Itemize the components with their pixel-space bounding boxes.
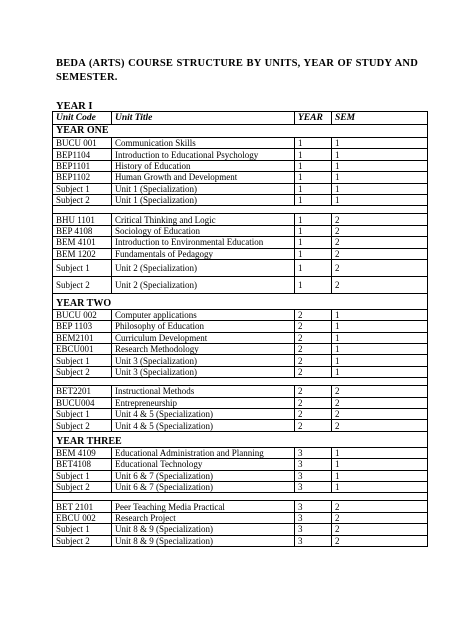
sem-cell: 2 bbox=[332, 524, 428, 535]
sem-cell: 2 bbox=[332, 276, 428, 293]
table-row bbox=[53, 225, 428, 236]
year-cell: 1 bbox=[295, 225, 332, 236]
sem-cell: 2 bbox=[332, 535, 428, 546]
unit-code-cell: BHU 1101 bbox=[53, 214, 112, 225]
section-row bbox=[53, 125, 428, 138]
unit-code-cell: BUCU004 bbox=[53, 397, 112, 408]
unit-title-cell: Unit 1 (Specialization) bbox=[112, 194, 295, 205]
header-unit-title: Unit Title bbox=[112, 112, 295, 125]
course-table-body bbox=[53, 112, 428, 547]
year-cell: 3 bbox=[295, 470, 332, 481]
table-row bbox=[53, 386, 428, 397]
unit-code-cell: Subject 2 bbox=[53, 481, 112, 492]
table-row bbox=[53, 160, 428, 171]
unit-title-cell: Introduction to Educational Psychology bbox=[112, 149, 295, 160]
sem-cell: 1 bbox=[332, 470, 428, 481]
spacer-cell bbox=[53, 378, 428, 386]
unit-title-cell: Unit 8 & 9 (Specialization) bbox=[112, 535, 295, 546]
year-cell: 1 bbox=[295, 138, 332, 149]
unit-title-cell: Communication Skills bbox=[112, 138, 295, 149]
sem-cell: 1 bbox=[332, 194, 428, 205]
unit-code-cell: Subject 2 bbox=[53, 194, 112, 205]
document-title: BEDA (ARTS) COURSE STRUCTURE BY UNITS, YEAR OF STUDY AND SEMESTER. bbox=[56, 58, 418, 83]
year-label: YEAR I bbox=[56, 101, 93, 112]
table-row bbox=[53, 309, 428, 320]
unit-code-cell: BEP1102 bbox=[53, 172, 112, 183]
year-cell: 2 bbox=[295, 355, 332, 366]
sem-cell: 1 bbox=[332, 172, 428, 183]
sem-cell: 2 bbox=[332, 259, 428, 276]
unit-code-cell: BEM 1202 bbox=[53, 248, 112, 259]
unit-title-cell: Unit 4 & 5 (Specialization) bbox=[112, 420, 295, 431]
section-row bbox=[53, 293, 428, 309]
unit-title-cell: Fundamentals of Pedagogy bbox=[112, 248, 295, 259]
unit-code-cell: BEP 1103 bbox=[53, 321, 112, 332]
unit-title-cell: Human Growth and Development bbox=[112, 172, 295, 183]
spacer-row bbox=[53, 206, 428, 214]
sem-cell: 2 bbox=[332, 420, 428, 431]
unit-code-cell: Subject 2 bbox=[53, 535, 112, 546]
sem-cell: 1 bbox=[332, 138, 428, 149]
year-cell: 2 bbox=[295, 397, 332, 408]
unit-title-cell: Instructional Methods bbox=[112, 386, 295, 397]
table-row bbox=[53, 397, 428, 408]
table-header-row bbox=[53, 112, 428, 125]
sem-cell: 1 bbox=[332, 183, 428, 194]
table-row bbox=[53, 524, 428, 535]
unit-title-cell: History of Education bbox=[112, 160, 295, 171]
unit-code-cell: Subject 1 bbox=[53, 409, 112, 420]
year-cell: 1 bbox=[295, 276, 332, 293]
unit-title-cell: Unit 6 & 7 (Specialization) bbox=[112, 481, 295, 492]
table-row bbox=[53, 447, 428, 458]
unit-code-cell: BET2201 bbox=[53, 386, 112, 397]
unit-title-cell: Curriculum Development bbox=[112, 332, 295, 343]
unit-title-cell: Unit 6 & 7 (Specialization) bbox=[112, 470, 295, 481]
sem-cell: 1 bbox=[332, 332, 428, 343]
table-row bbox=[53, 259, 428, 276]
year-cell: 2 bbox=[295, 409, 332, 420]
sem-cell: 1 bbox=[332, 481, 428, 492]
sem-cell: 2 bbox=[332, 225, 428, 236]
sem-cell: 1 bbox=[332, 355, 428, 366]
year-cell: 1 bbox=[295, 172, 332, 183]
table-row bbox=[53, 470, 428, 481]
table-row bbox=[53, 420, 428, 431]
unit-code-cell: BUCU 002 bbox=[53, 309, 112, 320]
unit-code-cell: BET 2101 bbox=[53, 501, 112, 512]
unit-title-cell: Educational Administration and Planning bbox=[112, 447, 295, 458]
sem-cell: 1 bbox=[332, 321, 428, 332]
year-cell: 1 bbox=[295, 194, 332, 205]
year-cell: 3 bbox=[295, 535, 332, 546]
table-row bbox=[53, 172, 428, 183]
unit-title-cell: Unit 3 (Specialization) bbox=[112, 355, 295, 366]
unit-code-cell: BEP1104 bbox=[53, 149, 112, 160]
sem-cell: 2 bbox=[332, 501, 428, 512]
year-cell: 1 bbox=[295, 237, 332, 248]
year-cell: 3 bbox=[295, 459, 332, 470]
unit-code-cell: Subject 1 bbox=[53, 183, 112, 194]
year-cell: 2 bbox=[295, 321, 332, 332]
year-cell: 2 bbox=[295, 366, 332, 377]
table-row bbox=[53, 149, 428, 160]
unit-title-cell: Unit 3 (Specialization) bbox=[112, 366, 295, 377]
table-row bbox=[53, 501, 428, 512]
unit-code-cell: Subject 2 bbox=[53, 366, 112, 377]
unit-code-cell: Subject 1 bbox=[53, 470, 112, 481]
spacer-cell bbox=[53, 493, 428, 501]
spacer-row bbox=[53, 378, 428, 386]
header-sem: SEM bbox=[332, 112, 428, 125]
table-row bbox=[53, 355, 428, 366]
unit-title-cell: Unit 4 & 5 (Specialization) bbox=[112, 409, 295, 420]
sem-cell: 1 bbox=[332, 309, 428, 320]
section-label: YEAR ONE bbox=[53, 125, 428, 138]
table-row bbox=[53, 366, 428, 377]
year-cell: 1 bbox=[295, 259, 332, 276]
unit-title-cell: Entrepreneurship bbox=[112, 397, 295, 408]
unit-code-cell: BEP 4108 bbox=[53, 225, 112, 236]
unit-title-cell: Unit 2 (Specialization) bbox=[112, 276, 295, 293]
table-row bbox=[53, 214, 428, 225]
unit-title-cell: Unit 2 (Specialization) bbox=[112, 259, 295, 276]
year-cell: 3 bbox=[295, 501, 332, 512]
unit-code-cell: BEP1101 bbox=[53, 160, 112, 171]
spacer-cell bbox=[53, 206, 428, 214]
sem-cell: 1 bbox=[332, 447, 428, 458]
year-cell: 1 bbox=[295, 160, 332, 171]
sem-cell: 2 bbox=[332, 409, 428, 420]
table-row bbox=[53, 237, 428, 248]
sem-cell: 2 bbox=[332, 386, 428, 397]
unit-code-cell: BEM 4109 bbox=[53, 447, 112, 458]
unit-code-cell: EBCU001 bbox=[53, 344, 112, 355]
year-cell: 3 bbox=[295, 481, 332, 492]
unit-title-cell: Unit 1 (Specialization) bbox=[112, 183, 295, 194]
course-table bbox=[52, 111, 428, 547]
table-row bbox=[53, 332, 428, 343]
header-unit-code: Unit Code bbox=[53, 112, 112, 125]
table-row bbox=[53, 183, 428, 194]
year-cell: 1 bbox=[295, 214, 332, 225]
unit-title-cell: Educational Technology bbox=[112, 459, 295, 470]
unit-code-cell: BUCU 001 bbox=[53, 138, 112, 149]
unit-code-cell: BEM2101 bbox=[53, 332, 112, 343]
year-cell: 1 bbox=[295, 248, 332, 259]
unit-title-cell: Philosophy of Education bbox=[112, 321, 295, 332]
sem-cell: 1 bbox=[332, 149, 428, 160]
table-row bbox=[53, 138, 428, 149]
unit-code-cell: BET4108 bbox=[53, 459, 112, 470]
table-row bbox=[53, 344, 428, 355]
year-cell: 3 bbox=[295, 524, 332, 535]
unit-title-cell: Computer applications bbox=[112, 309, 295, 320]
spacer-row bbox=[53, 493, 428, 501]
year-cell: 3 bbox=[295, 447, 332, 458]
year-cell: 3 bbox=[295, 512, 332, 523]
year-cell: 1 bbox=[295, 183, 332, 194]
table-row bbox=[53, 459, 428, 470]
sem-cell: 2 bbox=[332, 397, 428, 408]
unit-code-cell: EBCU 002 bbox=[53, 512, 112, 523]
year-cell: 2 bbox=[295, 420, 332, 431]
table-row bbox=[53, 409, 428, 420]
table-row bbox=[53, 276, 428, 293]
year-cell: 2 bbox=[295, 309, 332, 320]
table-row bbox=[53, 535, 428, 546]
unit-title-cell: Critical Thinking and Logic bbox=[112, 214, 295, 225]
unit-code-cell: Subject 1 bbox=[53, 259, 112, 276]
sem-cell: 1 bbox=[332, 366, 428, 377]
year-cell: 2 bbox=[295, 332, 332, 343]
section-label: YEAR TWO bbox=[53, 293, 428, 309]
unit-code-cell: Subject 1 bbox=[53, 355, 112, 366]
sem-cell: 2 bbox=[332, 248, 428, 259]
sem-cell: 2 bbox=[332, 237, 428, 248]
table-row bbox=[53, 512, 428, 523]
unit-title-cell: Research Methodology bbox=[112, 344, 295, 355]
table-row bbox=[53, 194, 428, 205]
unit-code-cell: BEM 4101 bbox=[53, 237, 112, 248]
year-cell: 2 bbox=[295, 386, 332, 397]
unit-code-cell: Subject 2 bbox=[53, 420, 112, 431]
header-year: YEAR bbox=[295, 112, 332, 125]
unit-title-cell: Peer Teaching Media Practical bbox=[112, 501, 295, 512]
sem-cell: 1 bbox=[332, 344, 428, 355]
sem-cell: 2 bbox=[332, 214, 428, 225]
section-label: YEAR THREE bbox=[53, 431, 428, 447]
unit-title-cell: Unit 8 & 9 (Specialization) bbox=[112, 524, 295, 535]
sem-cell: 2 bbox=[332, 512, 428, 523]
unit-title-cell: Sociology of Education bbox=[112, 225, 295, 236]
table-row bbox=[53, 321, 428, 332]
unit-code-cell: Subject 1 bbox=[53, 524, 112, 535]
unit-title-cell: Introduction to Environmental Education bbox=[112, 237, 295, 248]
year-cell: 2 bbox=[295, 344, 332, 355]
unit-title-cell: Research Project bbox=[112, 512, 295, 523]
year-cell: 1 bbox=[295, 149, 332, 160]
unit-code-cell: Subject 2 bbox=[53, 276, 112, 293]
table-row bbox=[53, 248, 428, 259]
sem-cell: 1 bbox=[332, 160, 428, 171]
table-row bbox=[53, 481, 428, 492]
sem-cell: 1 bbox=[332, 459, 428, 470]
section-row bbox=[53, 431, 428, 447]
